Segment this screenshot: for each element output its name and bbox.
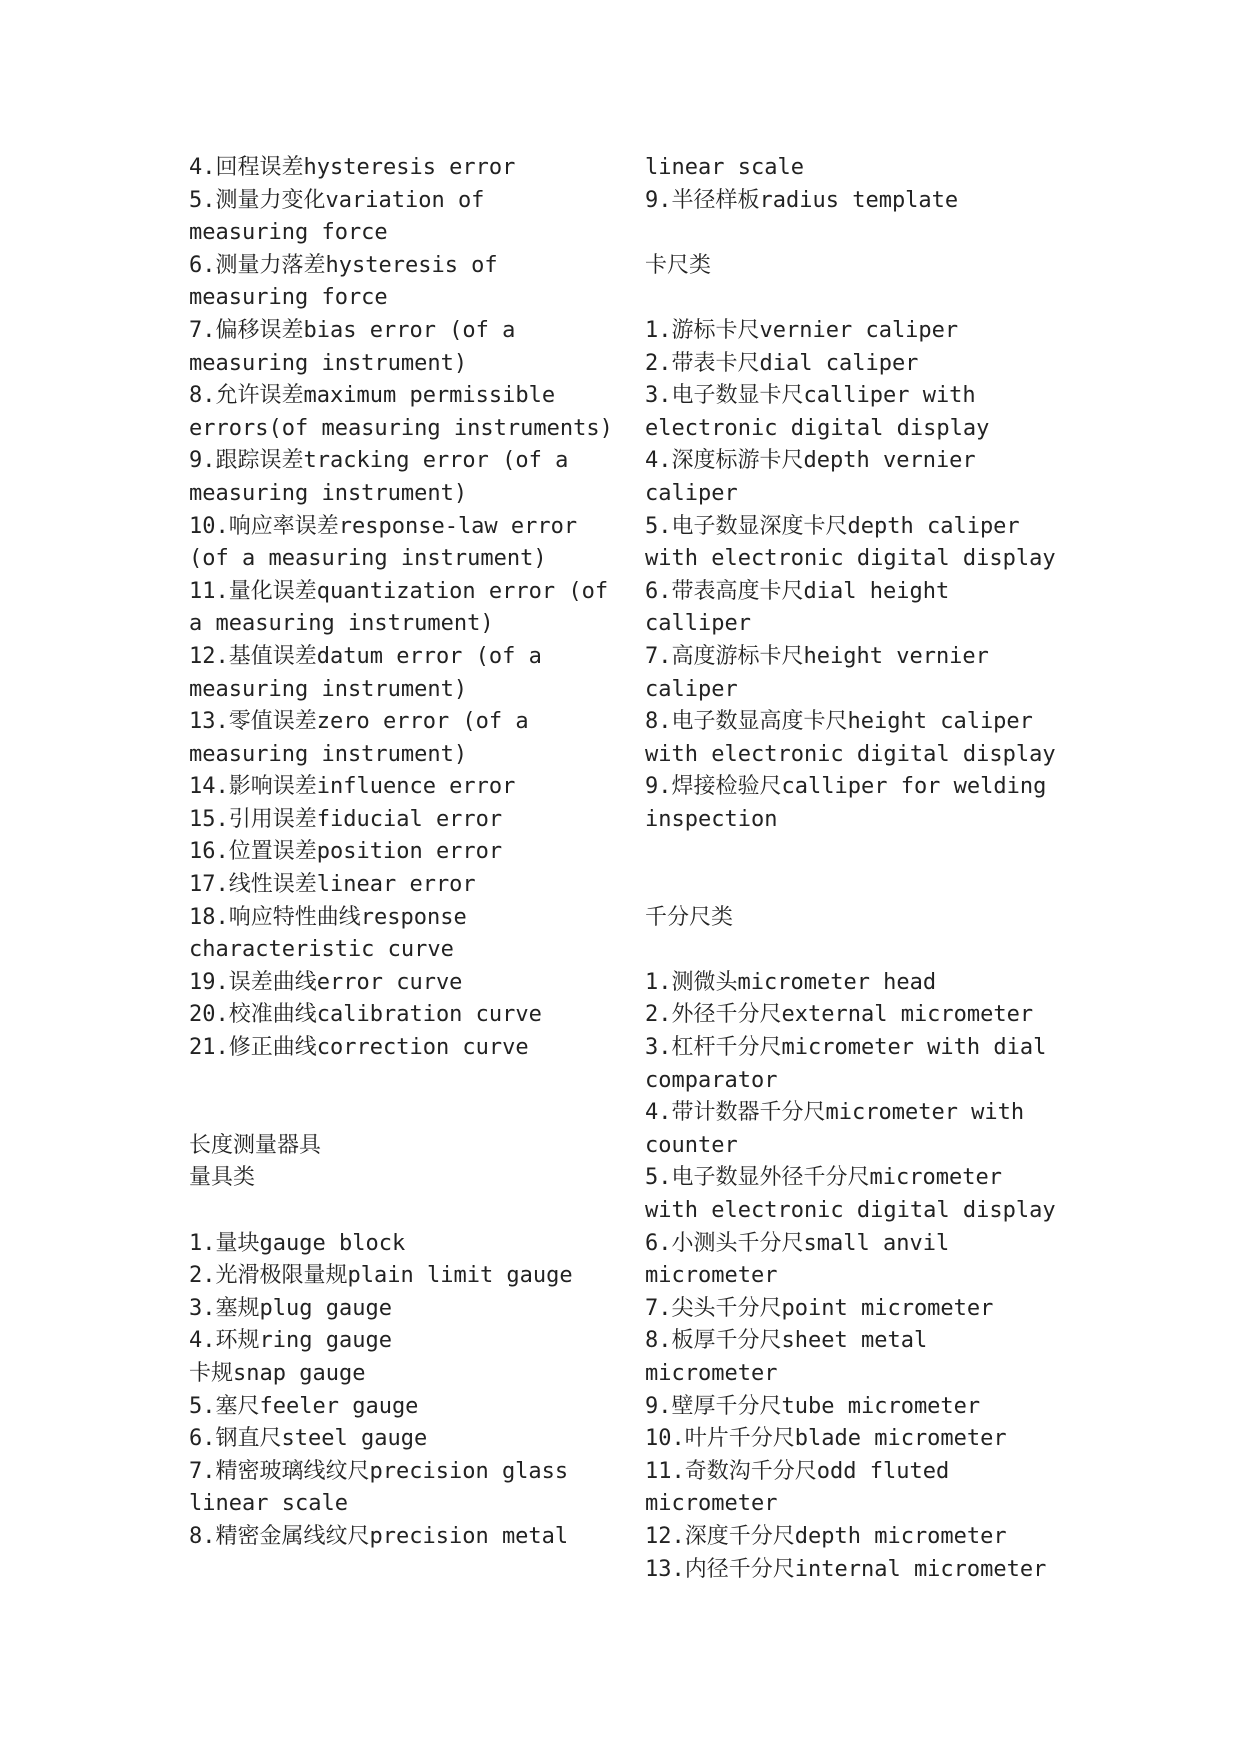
right-text-line: caliper (645, 480, 738, 506)
right-text-line: 2.外径千分尺external micrometer (645, 1002, 1034, 1028)
left-text-line: 卡规snap gauge (189, 1360, 366, 1386)
right-text-line: 5.电子数显外径千分尺micrometer (645, 1165, 1002, 1191)
left-text-line: 6.钢直尺steel gauge (189, 1426, 428, 1452)
right-text-line: 9.半径样板radius template (645, 187, 959, 213)
left-text-line: 7.偏移误差bias error (of a (189, 317, 516, 343)
left-text-line: 4.环规ring gauge (189, 1328, 392, 1354)
right-text-line: 11.奇数沟千分尺odd fluted (645, 1458, 950, 1484)
right-text-line: 3.杠杆千分尺micrometer with dial (645, 1035, 1047, 1061)
left-text-line: characteristic curve (189, 937, 454, 963)
right-text-line: 8.电子数显高度卡尺height caliper (645, 709, 1033, 735)
left-text-line: 18.响应特性曲线response (189, 904, 467, 930)
left-text-line: 13.零值误差zero error (of a (189, 709, 529, 735)
left-text-line: (of a measuring instrument) (189, 546, 547, 572)
left-text-line: a measuring instrument) (189, 611, 494, 637)
left-text-line: 1.量块gauge block (189, 1230, 406, 1256)
left-text-line: 10.响应率误差response-law error (189, 513, 578, 539)
left-text-line: 15.引用误差fiducial error (189, 806, 503, 832)
left-text-line: 12.基值误差datum error (of a (189, 643, 542, 669)
right-blank-line (645, 869, 1056, 902)
right-text-line: with electronic digital display (645, 546, 1056, 572)
right-text-line: comparator (645, 1067, 778, 1093)
left-text-line: 8.允许误差maximum permissible (189, 383, 556, 409)
left-text-line: 14.影响误差influence error (189, 774, 516, 800)
left-text-line: measuring instrument) (189, 676, 468, 702)
left-text-line: 5.测量力变化variation of (189, 187, 485, 213)
right-blank-line (645, 217, 1056, 250)
left-text-line: 5.塞尺feeler gauge (189, 1393, 419, 1419)
right-text-line: with electronic digital display (645, 741, 1056, 767)
left-text-line: linear scale (189, 1491, 348, 1517)
right-text-line: 6.带表高度卡尺dial height (645, 578, 950, 604)
right-text-line: calliper (645, 611, 751, 637)
left-text-column (189, 152, 613, 1554)
left-text-line: 8.精密金属线纹尺precision metal (189, 1523, 569, 1549)
right-text-line: linear scale (645, 155, 804, 180)
left-text-line: 3.塞规plug gauge (189, 1295, 392, 1321)
right-text-line: micrometer (645, 1491, 778, 1517)
right-text-line: 3.电子数显卡尺calliper with (645, 383, 976, 409)
left-text-line: measuring force (189, 220, 388, 246)
right-text-line: 2.带表卡尺dial caliper (645, 350, 919, 376)
left-text-line: 16.位置误差position error (189, 839, 503, 865)
right-text-line: 9.壁厚千分尺tube micrometer (645, 1393, 981, 1419)
left-blank-line (189, 1195, 613, 1228)
right-text-line: 6.小测头千分尺small anvil (645, 1230, 950, 1256)
left-text-line: measuring instrument) (189, 350, 468, 376)
right-text-line: 13.内径千分尺internal micrometer (645, 1556, 1047, 1582)
left-text-line: measuring force (189, 285, 388, 311)
left-text-line: errors(of measuring instruments) (189, 415, 613, 441)
right-blank-line (645, 282, 1056, 315)
right-text-line: 1.测微头micrometer head (645, 969, 937, 995)
right-text-line: 7.高度游标卡尺height vernier (645, 643, 989, 669)
right-text-line: 10.叶片千分尺blade micrometer (645, 1426, 1007, 1452)
left-text-line: 7.精密玻璃线纹尺precision glass (189, 1458, 569, 1484)
left-blank-line (189, 1065, 613, 1098)
left-text-line: 17.线性误差linear error (189, 872, 476, 898)
left-text-line: 19.误差曲线error curve (189, 969, 463, 995)
left-text-line: 长度测量器具 (189, 1132, 322, 1158)
right-text-line: 12.深度千分尺depth micrometer (645, 1523, 1007, 1549)
left-text-line: 6.测量力落差hysteresis of (189, 252, 498, 278)
right-text-line: 卡尺类 (645, 252, 712, 278)
right-text-line: 7.尖头千分尺point micrometer (645, 1295, 994, 1321)
left-text-line: 4.回程误差hysteresis error (189, 155, 516, 180)
right-text-column (645, 152, 1056, 1586)
left-blank-line (189, 1097, 613, 1130)
left-text-line: 21.修正曲线correction curve (189, 1035, 529, 1061)
right-text-line: caliper (645, 676, 738, 702)
right-blank-line (645, 934, 1056, 967)
right-text-line: 4.深度标游卡尺depth vernier (645, 448, 976, 474)
left-text-line: 9.跟踪误差tracking error (of a (189, 448, 569, 474)
left-text-line: 量具类 (189, 1165, 256, 1191)
left-text-line: 11.量化误差quantization error (of (189, 578, 609, 604)
left-text-line: measuring instrument) (189, 480, 468, 506)
left-text-line: measuring instrument) (189, 741, 468, 767)
right-blank-line (645, 836, 1056, 869)
right-text-line: 5.电子数显深度卡尺depth caliper (645, 513, 1020, 539)
right-text-line: 8.板厚千分尺sheet metal (645, 1328, 928, 1354)
right-text-line: micrometer (645, 1360, 778, 1386)
right-text-line: micrometer (645, 1263, 778, 1289)
left-text-line: 20.校准曲线calibration curve (189, 1002, 542, 1028)
right-text-line: electronic digital display (645, 415, 990, 441)
right-text-line: inspection (645, 806, 778, 832)
left-text-line: 2.光滑极限量规plain limit gauge (189, 1263, 573, 1289)
right-text-line: 9.焊接检验尺calliper for welding (645, 774, 1047, 800)
right-text-line: 1.游标卡尺vernier caliper (645, 317, 959, 343)
right-text-line: counter (645, 1132, 738, 1158)
right-text-line: 4.带计数器千分尺micrometer with (645, 1100, 1025, 1126)
right-text-line: 千分尺类 (645, 904, 734, 930)
right-text-line: with electronic digital display (645, 1198, 1056, 1223)
